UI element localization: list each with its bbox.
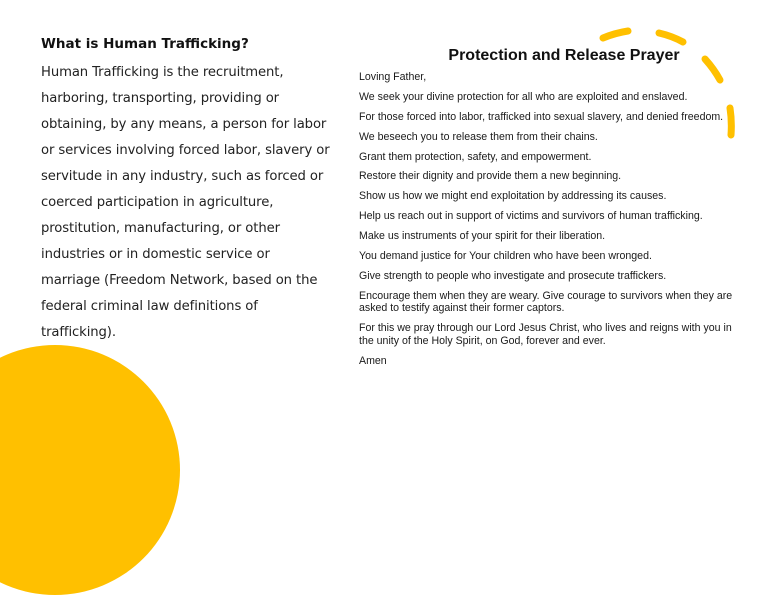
prayer-line: For those forced into labor, trafficked into sexual slavery, and denied freedom. <box>359 110 724 123</box>
prayer-line: Make us instruments of your spirit for their liberation. <box>359 230 606 243</box>
prayer-line: Encourage them when they are weary. Give courage to survivors when they are asked to testify against their former captors. <box>359 289 733 315</box>
prayer-line: Help us reach out in support of victims and survivors of human trafficking. <box>359 210 703 223</box>
prayer-title: Protection and Release Prayer <box>448 47 680 64</box>
prayer-line: Loving Father, <box>359 71 427 83</box>
definition-section <box>41 36 331 346</box>
prayer-line: Show us how we might end exploitation by addressing its causes. <box>359 190 667 203</box>
definition-body: Human Trafficking is the recruitment, harboring, transporting, providing or obtaining, by any means, a person for labor or services involving forced labor, slavery or servitude in any industry, such as forced or coerced participation in agriculture, prostitution, manufacturing, or other industries or in domestic service or marriage (Freedom Network, based on the federal criminal law definitions of trafficking). <box>41 65 330 340</box>
prayer-line: We beseech you to release them from their chains. <box>359 130 598 143</box>
prayer-line: Amen <box>359 354 387 367</box>
prayer-line: You demand justice for Your children who have been wronged. <box>359 250 652 263</box>
prayer-line: We seek your divine protection for all who are exploited and enslaved. <box>359 90 688 103</box>
prayer-section <box>359 47 739 374</box>
prayer-line: Restore their dignity and provide them a new beginning. <box>359 170 622 183</box>
definition-heading: What is Human Trafficking? <box>41 36 249 52</box>
prayer-line: For this we pray through our Lord Jesus Christ, who lives and reigns with you in the unity of the Holy Spirit, on God, forever and ever. <box>359 322 732 347</box>
prayer-line: Grant them protection, safety, and empowerment. <box>359 150 592 163</box>
prayer-line: Give strength to people who investigate and prosecute traffickers. <box>359 269 667 282</box>
